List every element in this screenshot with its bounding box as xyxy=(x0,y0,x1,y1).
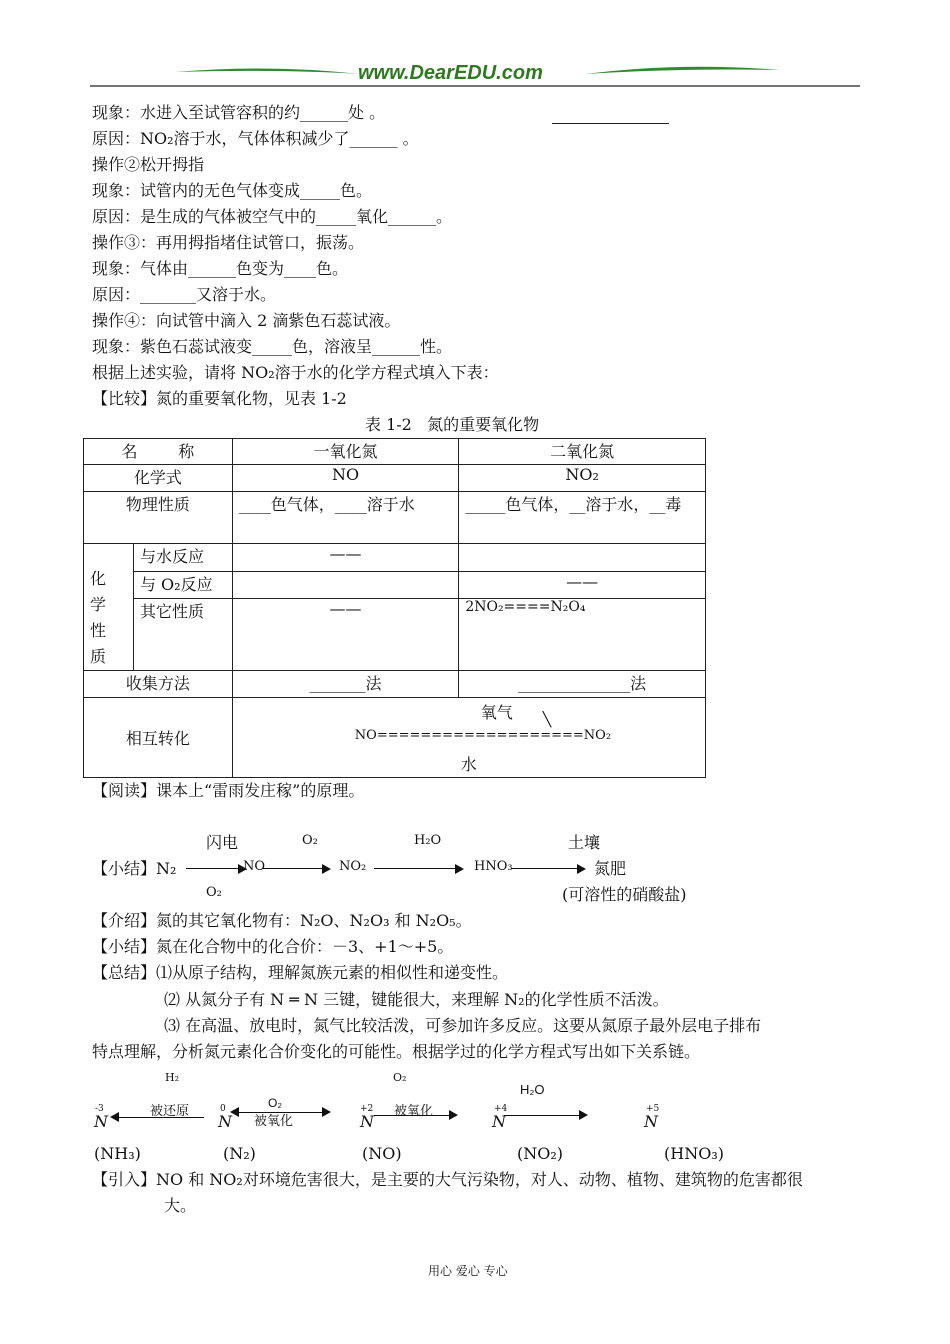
label-soil: 土壤 xyxy=(568,833,601,852)
formula-no2: NO₂ xyxy=(459,465,706,492)
arrow-hydrolysis xyxy=(504,1115,580,1116)
valence-p4: +4 xyxy=(494,1104,508,1114)
water-no2 xyxy=(459,544,706,572)
arrow-head-icon xyxy=(577,864,586,874)
compound-n2: (N₂) xyxy=(223,1144,256,1163)
compound-no2: (NO₂) xyxy=(517,1144,564,1163)
conv-tick-icon: ╲ xyxy=(542,712,552,728)
compound-nh3: (NH₃) xyxy=(94,1144,141,1163)
text-line: 原因：是生成的气体被空气中的_____氧化______。 xyxy=(92,207,453,226)
label-reduce: 被还原 xyxy=(150,1104,190,1119)
header-no2: 二氧化氮 xyxy=(459,439,706,465)
species-no: NO xyxy=(243,859,266,874)
arrow-head-icon xyxy=(322,864,331,874)
compound-no: (NO) xyxy=(362,1144,402,1163)
chain-h2: H₂ xyxy=(165,1071,180,1084)
arrow-2 xyxy=(262,868,324,869)
conv-top: 氧气 xyxy=(480,703,513,722)
phys-no: ____色气体，____溶于水 xyxy=(232,492,459,544)
text-line: 操作④：向试管中滴入 2 滴紫色石蕊试液。 xyxy=(92,311,401,330)
valence-p5: +5 xyxy=(646,1104,660,1114)
valence-n3: -3 xyxy=(95,1104,104,1114)
collect-no2: ______________法 xyxy=(459,671,706,698)
o2-label: 与 O₂反应 xyxy=(133,571,232,599)
page-footer: 用心 爱心 专心 xyxy=(428,1264,508,1278)
chain-n-2: N xyxy=(218,1112,232,1131)
text-line: 现象：紫色石蕊试液变_____色，溶液呈______性。 xyxy=(92,337,453,356)
conv-mid: NO===================NO₂ xyxy=(354,728,612,743)
table-caption: 表 1-2 氮的重要氧化物 xyxy=(365,415,540,434)
species-no2: NO₂ xyxy=(339,859,367,874)
label-lightning: 闪电 xyxy=(206,833,239,852)
label-o2: O₂ xyxy=(302,833,318,848)
text-line: 现象：气体由______色变为____色。 xyxy=(92,259,349,278)
valence-0: 0 xyxy=(220,1104,226,1114)
intro-line: 【介绍】氮的其它氧化物有：N₂O、N₂O₃ 和 N₂O₅。 xyxy=(92,911,472,930)
arrow-4 xyxy=(512,868,578,869)
summary1-label: 【小结】N₂ xyxy=(92,859,177,878)
text-line: 原因：NO₂溶于水，气体体积减少了______ 。 xyxy=(92,129,419,148)
label-oxidize-2: 被氧化 xyxy=(394,1104,434,1119)
text-line: 【比较】氮的重要氧化物，见表 1-2 xyxy=(92,389,347,408)
water-no: —— xyxy=(232,544,459,572)
chain-o2-top: O₂ xyxy=(393,1071,407,1084)
collect-no: _______法 xyxy=(232,671,459,698)
chain-o2-mid: O₂ xyxy=(268,1096,282,1110)
chem-label xyxy=(84,544,134,671)
other-no: —— xyxy=(232,599,459,671)
o2-no xyxy=(232,571,459,599)
conclusion-line: ⑶ 在高温、放电时，氮气比较活泼，可参加许多反应。这要从氮原子最外层电子排布 xyxy=(164,1016,762,1035)
site-logo: www.DearEDU.com xyxy=(358,62,543,84)
conv-cell xyxy=(232,698,705,778)
formula-no: NO xyxy=(232,465,459,492)
arrow-1 xyxy=(186,868,240,869)
text-line: 现象：试管内的无色气体变成_____色。 xyxy=(92,181,373,200)
arrow-reduce xyxy=(112,1117,204,1118)
header-no: 一氧化氮 xyxy=(232,439,459,465)
text-line: 操作③：再用拇指堵住试管口，振荡。 xyxy=(92,233,365,252)
arrow-head-icon xyxy=(579,1110,588,1120)
species-fertilizer: 氮肥 xyxy=(594,859,627,878)
conclusion-line: 【总结】⑴从原子结构，理解氮族元素的相似性和递变性。 xyxy=(92,963,509,982)
intro2-line: 【引入】NO 和 NO₂对环境危害很大，是主要的大气污染物，对人、动物、植物、建筑物的危害都很 xyxy=(92,1170,803,1189)
nitrate-note: (可溶性的硝酸盐) xyxy=(562,885,687,904)
intro2-line: 大。 xyxy=(164,1196,197,1215)
conv-label: 相互转化 xyxy=(84,698,233,778)
arrow-oxidize-2 xyxy=(374,1115,450,1116)
label-oxidize-1: 被氧化 xyxy=(254,1114,294,1129)
chain-n-4: N xyxy=(492,1112,506,1131)
valence-p2: +2 xyxy=(360,1104,374,1114)
formula-label: 化学式 xyxy=(84,465,233,492)
chain-n-5: N xyxy=(644,1112,658,1131)
other-no2: 2NO₂====N₂O₄ xyxy=(459,599,706,671)
chain-n-3: N xyxy=(360,1112,374,1131)
o2-no2: —— xyxy=(459,571,706,599)
text-line: 现象：水进入至试管容积的约______处 。 xyxy=(92,103,386,122)
phys-label: 物理性质 xyxy=(84,492,233,544)
answer-blank-line xyxy=(552,123,669,124)
label-o2-below: O₂ xyxy=(206,885,222,900)
conclusion-line: 特点理解，分析氮元素化合价变化的可能性。根据学过的化学方程式写出如下关系链。 xyxy=(92,1042,701,1061)
arrow-3 xyxy=(374,868,456,869)
header-name: 名 称 xyxy=(84,439,233,465)
nitrogen-oxides-table xyxy=(83,438,706,778)
chain-n-1: N xyxy=(94,1112,108,1131)
summary2-line: 【小结】氮在化合物中的化合价：－3、+1～+5。 xyxy=(92,937,454,956)
arrow-head-icon xyxy=(449,1110,458,1120)
text-line: 根据上述实验，请将 NO₂溶于水的化学方程式填入下表： xyxy=(92,363,499,382)
conclusion-line: ⑵ 从氮分子有 N ═ N 三键，键能很大，来理解 N₂的化学性质不活泼。 xyxy=(164,990,669,1009)
arrow-head-icon xyxy=(455,864,464,874)
collect-label: 收集方法 xyxy=(84,671,233,698)
chain-h2o: H₂O xyxy=(520,1082,545,1097)
arrow-left-head-icon xyxy=(110,1112,119,1122)
read-line: 【阅读】课本上“雷雨发庄稼”的原理。 xyxy=(92,781,365,800)
water-label: 与水反应 xyxy=(133,544,232,572)
arrow-head-icon xyxy=(322,1107,331,1117)
phys-no2: _____色气体，__溶于水，__毒 xyxy=(459,492,706,544)
text-line: 原因：_______又溶于水。 xyxy=(92,285,277,304)
conv-bottom: 水 xyxy=(460,755,477,774)
header-banner xyxy=(90,58,860,88)
compound-hno3: (HNO₃) xyxy=(664,1144,724,1163)
chem-label-text: 化学性质 xyxy=(90,569,107,666)
arrow-left-head-icon xyxy=(230,1107,239,1117)
species-hno3: HNO₃ xyxy=(474,859,513,874)
other-label: 其它性质 xyxy=(133,599,232,671)
label-h2o: H₂O xyxy=(414,833,442,848)
text-line: 操作②松开拇指 xyxy=(92,155,205,174)
